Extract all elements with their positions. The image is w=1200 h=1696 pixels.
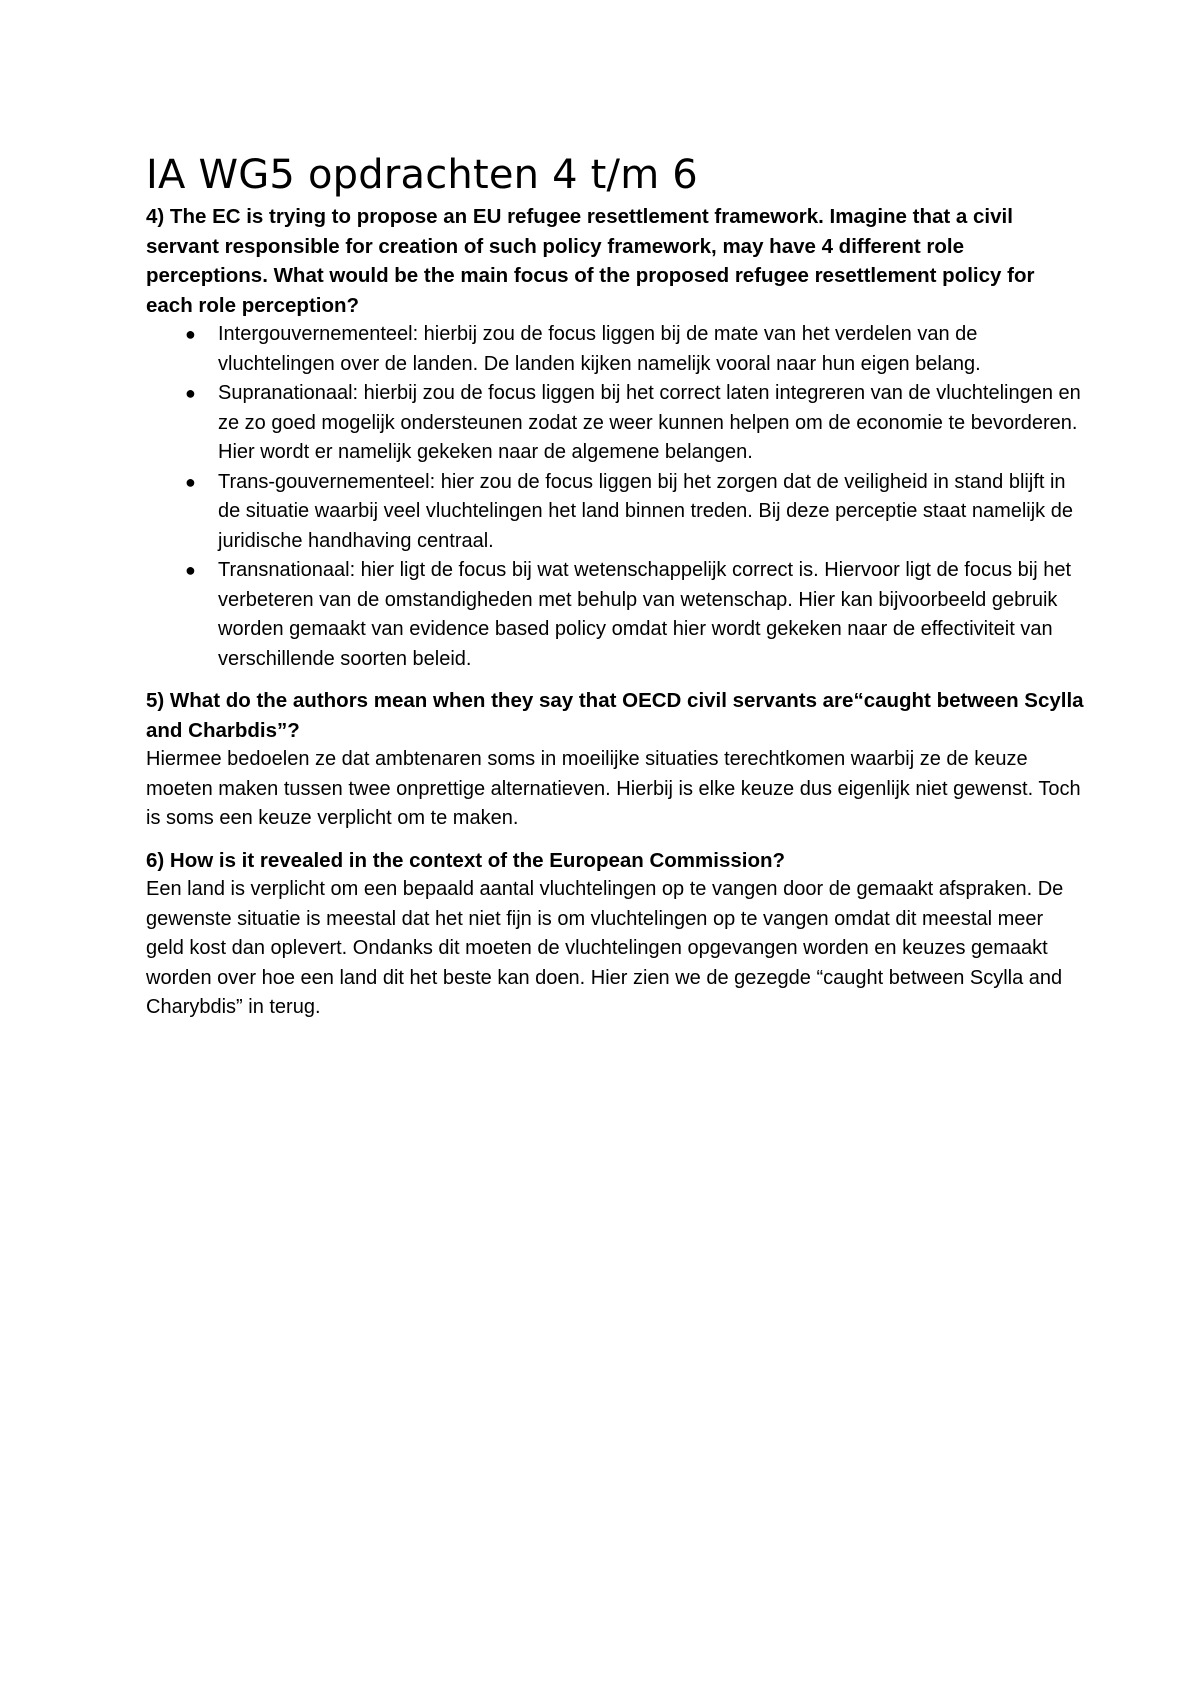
bullet-icon: ●: [185, 383, 196, 403]
list-item-text: Trans-gouvernementeel: hier zou de focus liggen bij het zorgen dat de veiligheid in stand blijft in de situatie waarbij veel vluchtelingen het land binnen treden. Bij deze perceptie staat namelijk de juridische handhaving centraal.: [218, 470, 1073, 552]
document-page: [146, 150, 1086, 1023]
list-item-text: Intergouvernementeel: hierbij zou de focus liggen bij de mate van het verdelen van de vluchtelingen over de landen. De landen kijken namelijk vooral naar hun eigen belang.: [218, 323, 981, 375]
list-item: [185, 556, 1086, 674]
question-4: 4) The EC is trying to propose an EU refugee resettlement framework. Imagine that a civil servant responsible for creation of such policy framework, may have 4 different role perceptions. What would be the main focus of the proposed refugee resettlement policy for each role perception?: [146, 205, 1035, 317]
answer-5: Hiermee bedoelen ze dat ambtenaren soms in moeilijke situaties terechtkomen waarbij ze de keuze moeten maken tussen twee onprettige alternatieven. Hierbij is elke keuze dus eigenlijk niet gewenst. Toch is soms een keuze verplicht om te maken.: [146, 748, 1081, 829]
answer-6: Een land is verplicht om een bepaald aantal vluchtelingen op te vangen door de gemaakt afspraken. De gewenste situatie is meestal dat het niet fijn is om vluchtelingen op te vangen omdat dit meestal meer geld kost dan oplevert. Ondanks dit moeten de vluchtelingen opgevangen worden en keuzes gemaakt worden over hoe een land dit het beste kan doen. Hier zien we de gezegde “caught between Scylla and Charybdis” in terug.: [146, 878, 1064, 1018]
list-item-text: Supranationaal: hierbij zou de focus liggen bij het correct laten integreren van de vluchtelingen en ze zo goed mogelijk ondersteunen zodat ze weer kunnen helpen om de economie te bevorderen. Hier wordt er namelijk gekeken naar de algemene belangen.: [218, 382, 1081, 463]
question-5: 5) What do the authors mean when they say that OECD civil servants are“caught between Scylla and Charbdis”?: [146, 689, 1084, 742]
bullet-icon: ●: [185, 324, 196, 344]
bullet-icon: ●: [185, 560, 196, 580]
list-item: [185, 379, 1086, 468]
question-6: 6) How is it revealed in the context of the European Commission?: [146, 848, 786, 872]
document-title: IA WG5 opdrachten 4 t/m 6: [146, 152, 698, 198]
list-item: [185, 468, 1086, 557]
role-perception-list: [146, 320, 1086, 674]
list-item-text: Transnationaal: hier ligt de focus bij wat wetenschappelijk correct is. Hiervoor ligt de focus bij het verbeteren van de omstandigheden met behulp van wetenschap. Hier kan bijvoorbeeld gebruik worden gemaakt van evidence based policy omdat hier wordt gekeken naar de effectiviteit van verschillende soorten beleid.: [218, 559, 1072, 670]
bullet-icon: ●: [185, 471, 196, 492]
list-item: [185, 320, 1086, 379]
